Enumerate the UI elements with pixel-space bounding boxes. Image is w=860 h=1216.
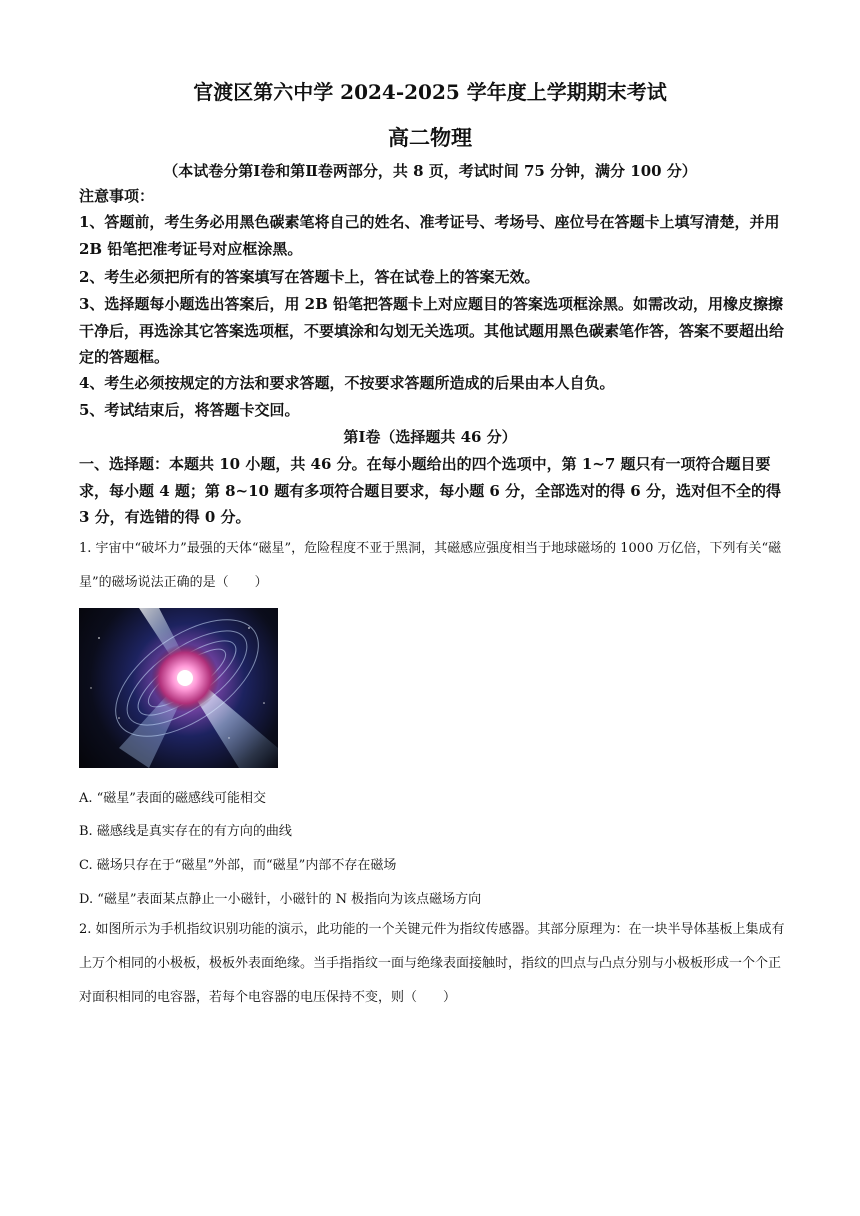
note-item-1: 1、答题前，考生务必用黑色碳素笔将自己的姓名、准考证号、考场号、座位号在答题卡上填写清楚，并用 2B 铅笔把准考证号对应框涂黑。 <box>79 213 780 258</box>
note-item-2: 2、考生必须把所有的答案填写在答题卡上，答在试卷上的答案无效。 <box>79 268 540 286</box>
subject-title: 高二物理 <box>388 125 472 150</box>
question-1-option-a: A. “磁星”表面的磁感线可能相交 <box>79 791 266 806</box>
notes-heading: 注意事项： <box>79 187 155 205</box>
section-title: 第Ⅰ卷（选择题共 46 分） <box>343 428 517 446</box>
note-item-4: 4、考生必须按规定的方法和要求答题，不按要求答题所造成的后果由本人自负。 <box>79 374 615 392</box>
magnetar-image <box>79 608 278 768</box>
question-1-option-d: D. “磁星”表面某点静止一小磁针，小磁针的 N 极指向为该点磁场方向 <box>79 892 482 907</box>
question-1-option-b: B. 磁感线是真实存在的有方向的曲线 <box>79 824 292 839</box>
note-item-5: 5、考试结束后，将答题卡交回。 <box>79 401 300 419</box>
exam-title: 官渡区第六中学 2024-2025 学年度上学期期末考试 <box>193 80 667 104</box>
section-instructions: 一、选择题：本题共 10 小题，共 46 分。在每小题给出的四个选项中，第 1~7 题只有一项符合题目要求，每小题 4 题；第 8~10 题有多项符合题目要求，每小题 6 分，全部选对的得 6 分，选对但不全的得 3 分，有选错的得 0 分。 <box>79 455 781 526</box>
note-item-3: 3、选择题每小题选出答案后，用 2B 铅笔把答题卡上对应题目的答案选项框涂黑。如需改动，用橡皮擦擦干净后，再选涂其它答案选项框，不要填涂和勾划无关选项。其他试题用黑色碳素笔作答，答案不要超出给定的答题框。 <box>79 295 785 366</box>
exam-info: （本试卷分第Ⅰ卷和第Ⅱ卷两部分，共 8 页，考试时间 75 分钟，满分 100 分） <box>163 162 697 180</box>
question-2-stem: 2. 如图所示为手机指纹识别功能的演示，此功能的一个关键元件为指纹传感器。其部分原理为：在一块半导体基板上集成有上万个相同的小极板，极板外表面绝缘。当手指指纹一面与绝缘表面接触时，指纹的凹点与凸点分别与小极板形成一个个正对面积相同的电容器，若每个电容器的电压保持不变，则（ ） <box>79 922 785 1005</box>
question-1-option-c: C. 磁场只存在于“磁星”外部，而“磁星”内部不存在磁场 <box>79 858 397 873</box>
question-1-stem: 1. 宇宙中“破坏力”最强的天体“磁星”，危险程度不亚于黑洞，其磁感应强度相当于地球磁场的 1000 万亿倍，下列有关“磁星”的磁场说法正确的是（ ） <box>79 541 782 590</box>
